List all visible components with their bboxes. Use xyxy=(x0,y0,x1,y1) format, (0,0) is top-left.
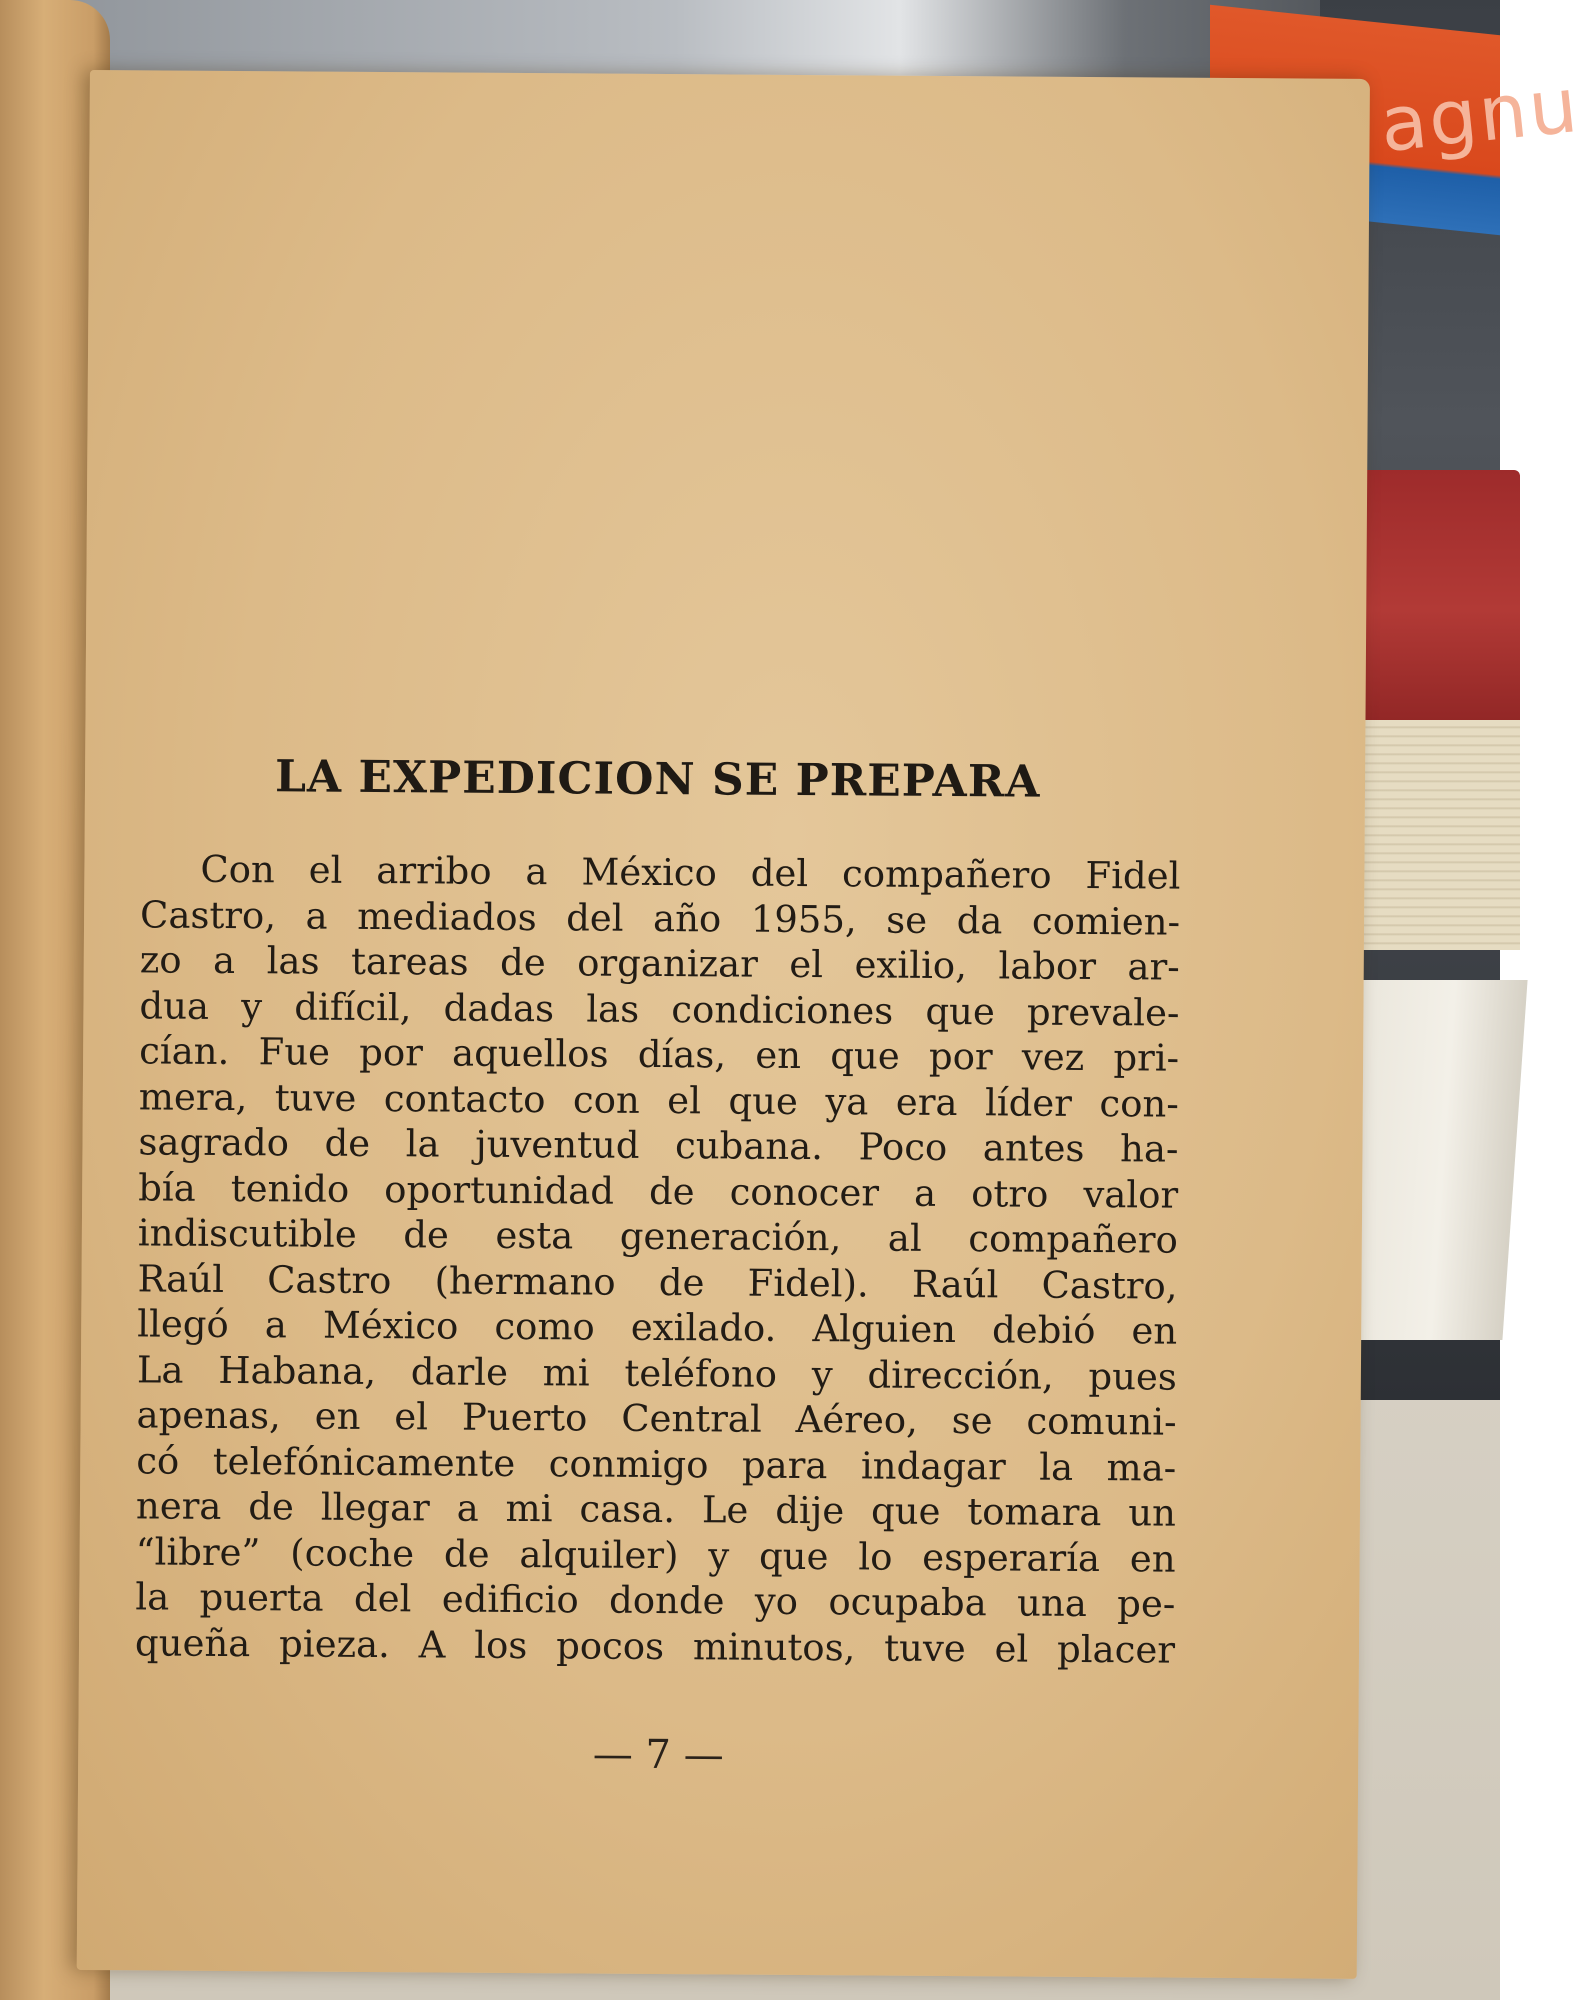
text-line: zo a las tareas de organizar el exilio, labor ar- xyxy=(139,938,1180,989)
text-line: có telefónicamente conmigo para indagar la ma- xyxy=(136,1438,1177,1490)
text-line: queña pieza. A los pocos minutos, tuve el placer xyxy=(134,1620,1176,1672)
orange-book-spine-text: agnu xyxy=(1375,59,1583,170)
text-line: mera, tuve contacto con el que ya era líder con- xyxy=(138,1074,1179,1126)
text-line: llegó a México como exilado. Alguien debió en xyxy=(137,1302,1178,1353)
text-line: nera de llegar a mi casa. Le dije que tomara un xyxy=(135,1484,1177,1535)
red-book-pages xyxy=(1340,720,1520,950)
text-line: La Habana, darle mi teléfono y dirección, pues xyxy=(136,1347,1178,1399)
text-line: apenas, en el Puerto Central Aéreo, se comuni- xyxy=(136,1393,1177,1444)
text-line: Con el arribo a México del compañero Fidel xyxy=(200,847,1181,898)
text-line: “libre” (coche de alquiler) y que lo esperaría en xyxy=(135,1529,1176,1581)
text-line: indiscutible de esta generación, al compañero xyxy=(137,1211,1179,1262)
text-line: Castro, a mediados del año 1955, se da comien- xyxy=(139,892,1181,944)
text-line: bía tenido oportunidad de conocer a otro valor xyxy=(138,1165,1179,1217)
page-body-text xyxy=(135,846,1181,1672)
text-line: la puerta del edificio donde yo ocupaba una pe- xyxy=(135,1575,1176,1626)
page-number: — 7 — xyxy=(592,1731,724,1779)
text-line: cían. Fue por aquellos días, en que por vez pri- xyxy=(139,1029,1180,1080)
book-page xyxy=(77,70,1370,1979)
text-line: Raúl Castro (hermano de Fidel). Raúl Castro, xyxy=(137,1256,1178,1308)
chapter-title: LA EXPEDICION SE PREPARA xyxy=(274,751,1041,808)
text-line: dua y difícil, dadas las condiciones que prevale- xyxy=(139,983,1180,1035)
text-line: sagrado de la juventud cubana. Poco antes ha- xyxy=(138,1120,1179,1171)
red-book xyxy=(1340,470,1520,750)
